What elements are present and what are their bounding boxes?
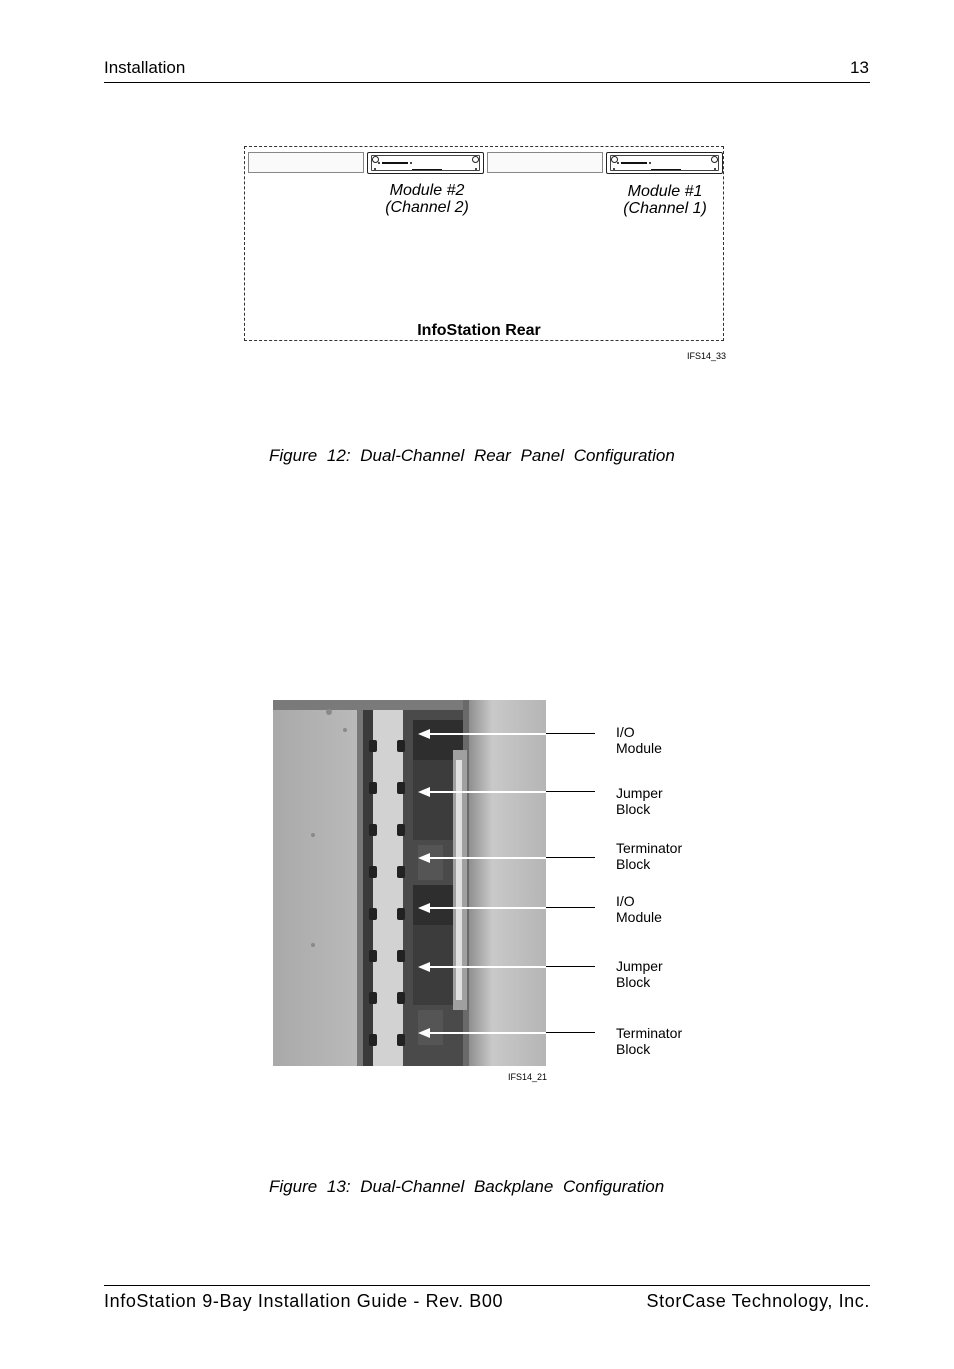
section-title: Installation	[104, 58, 186, 77]
screw-icon	[711, 156, 718, 163]
connector-slot	[382, 162, 408, 164]
empty-slot	[248, 152, 364, 173]
footer-rule	[104, 1285, 870, 1286]
callout-io-module-2: I/O Module	[616, 893, 662, 925]
module-2-plate	[367, 152, 484, 174]
rear-panel-drawing	[244, 146, 724, 341]
backplane-photo-art	[273, 700, 546, 1066]
connector-slot	[621, 162, 647, 164]
leader-line	[546, 791, 595, 792]
figure-12-caption: Figure 12: Dual-Channel Rear Panel Configuration	[269, 446, 675, 465]
leader-line	[546, 966, 595, 967]
module-1-plate	[606, 152, 723, 174]
panel-title: InfoStation Rear	[417, 322, 541, 339]
leader-line	[546, 733, 595, 734]
page-number: 13	[850, 58, 869, 77]
screw-icon	[472, 156, 479, 163]
backplane-photo	[273, 700, 546, 1066]
leader-line	[546, 1032, 595, 1033]
footer-company: StorCase Technology, Inc.	[646, 1291, 870, 1311]
figure-12-id: IFS14_33	[687, 351, 727, 361]
leader-line	[546, 857, 595, 858]
callout-io-module-1: I/O Module	[616, 724, 662, 756]
figure-13-id: IFS14_21	[508, 1072, 548, 1082]
callout-terminator-block-1: Terminator Block	[616, 840, 683, 872]
figure-13-caption: Figure 13: Dual-Channel Backplane Configuration	[269, 1177, 665, 1196]
footer-guide-title: InfoStation 9-Bay Installation Guide - Rev. B00	[104, 1291, 504, 1311]
leader-line	[546, 907, 595, 908]
empty-slot	[487, 152, 603, 173]
callout-jumper-block-2: Jumper Block	[616, 958, 663, 990]
callout-terminator-block-2: Terminator Block	[616, 1025, 683, 1057]
module-2-label: Module #2 (Channel 2)	[385, 182, 469, 216]
callout-jumper-block-1: Jumper Block	[616, 785, 663, 817]
header-rule	[104, 82, 870, 83]
module-1-label: Module #1 (Channel 1)	[623, 183, 707, 217]
